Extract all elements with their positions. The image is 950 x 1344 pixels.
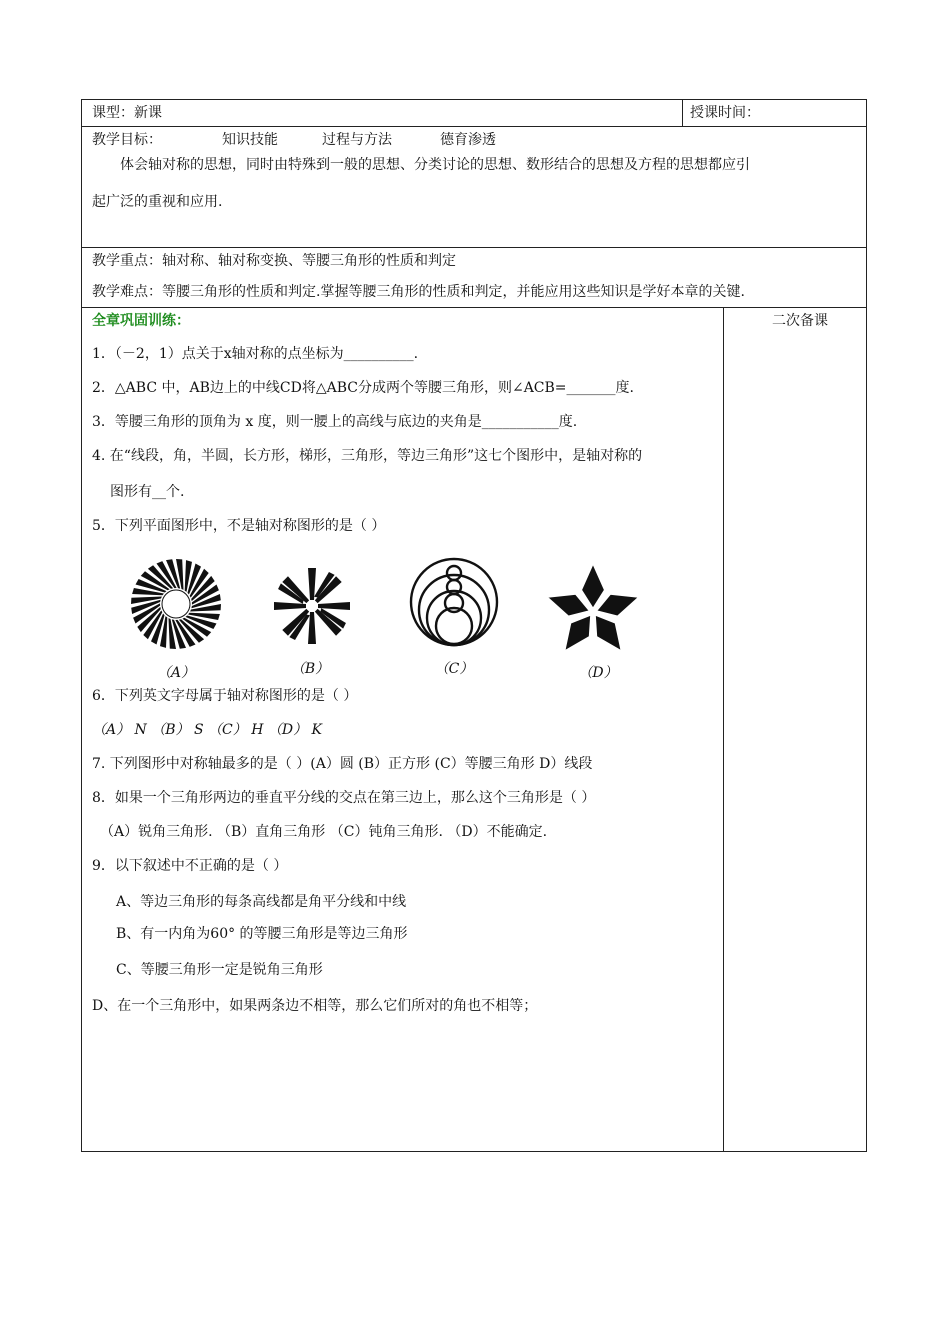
goal-dim-moral: 德育渗透: [440, 132, 496, 148]
goal-dim-knowledge: 知识技能: [222, 132, 278, 148]
main-content: [82, 308, 866, 1151]
figure-a-sunburst: [130, 558, 222, 650]
goals-text-line2: 起广泛的重视和应用.: [92, 194, 223, 210]
figure-b-label: （B）: [290, 661, 330, 677]
goals-label: 教学目标：: [92, 132, 162, 148]
figure-c-nested-circles: [408, 556, 500, 648]
figure-d-label: （D）: [578, 665, 618, 681]
question-9-option-b: B、有一内角为60° 的等腰三角形是等边三角形: [116, 926, 408, 942]
question-9-option-d: D、在一个三角形中，如果两条边不相等，那么它们所对的角也不相等；: [92, 998, 538, 1014]
lesson-plan-table: [81, 99, 867, 1152]
question-2: 2．△ABC 中，AB边上的中线CD将△ABC分成两个等腰三角形，则∠ACB=_______度.: [92, 380, 634, 396]
question-5: 5．下列平面图形中，不是轴对称图形的是（ ）: [92, 518, 386, 534]
figure-c-label: （C）: [434, 661, 474, 677]
goals-row: [82, 127, 866, 248]
question-9-option-a: A、等边三角形的每条高线都是角平分线和中线: [116, 894, 407, 910]
side-note: 二次备课: [772, 313, 828, 329]
figure-a-label: （A）: [156, 665, 196, 681]
course-type: 课型：新课: [92, 105, 162, 121]
side-column-divider: [723, 308, 724, 1151]
question-3: 3．等腰三角形的顶角为 x 度，则一腰上的高线与底边的夹角是___________度.: [92, 414, 578, 430]
question-1: 1．（－2，1）点关于x轴对称的点坐标为__________.: [92, 346, 419, 362]
goal-dim-process: 过程与方法: [322, 132, 392, 148]
section-title: 全章巩固训练：: [92, 313, 190, 329]
question-8: 8．如果一个三角形两边的垂直平分线的交点在第三边上，那么这个三角形是（ ）: [92, 790, 596, 806]
question-6-options: （A） N （B） S （C） H （D） K: [92, 722, 322, 738]
question-9: 9．以下叙述中不正确的是（ ）: [92, 858, 288, 874]
goals-text-line1: 体会轴对称的思想，同时由特殊到一般的思想、分类讨论的思想、数形结合的思想及方程的思想都应引: [120, 157, 750, 173]
teaching-focus: 教学重点：轴对称、轴对称变换、等腰三角形的性质和判定: [92, 253, 456, 269]
question-9-option-c: C、等腰三角形一定是锐角三角形: [116, 962, 323, 978]
pinwheel-kite: [581, 563, 605, 609]
question-6: 6．下列英文字母属于轴对称图形的是（ ）: [92, 688, 358, 704]
header-row: [82, 100, 866, 127]
question-4-line2: 图形有__个.: [110, 484, 185, 500]
figure-b-star-burst: [268, 562, 356, 650]
figure-d-pinwheel: [544, 560, 642, 658]
question-7: 7. 下列图形中对称轴最多的是（ ）(A）圆 (B）正方形 (C）等腰三角形 D）线段: [92, 756, 593, 772]
question-8-options: （A）锐角三角形. （B）直角三角形 （C）钝角三角形. （D）不能确定.: [100, 824, 548, 840]
header-divider: [682, 100, 683, 126]
focus-row: [82, 248, 866, 308]
teaching-difficulty: 教学难点：等腰三角形的性质和判定.掌握等腰三角形的性质和判定，并能应用这些知识是学好本章的关键.: [92, 284, 745, 300]
question-4-line1: 4. 在“线段，角，半圆，长方形，梯形，三角形，等边三角形”这七个图形中，是轴对称的: [92, 448, 643, 464]
lesson-time-label: 授课时间：: [690, 105, 760, 121]
